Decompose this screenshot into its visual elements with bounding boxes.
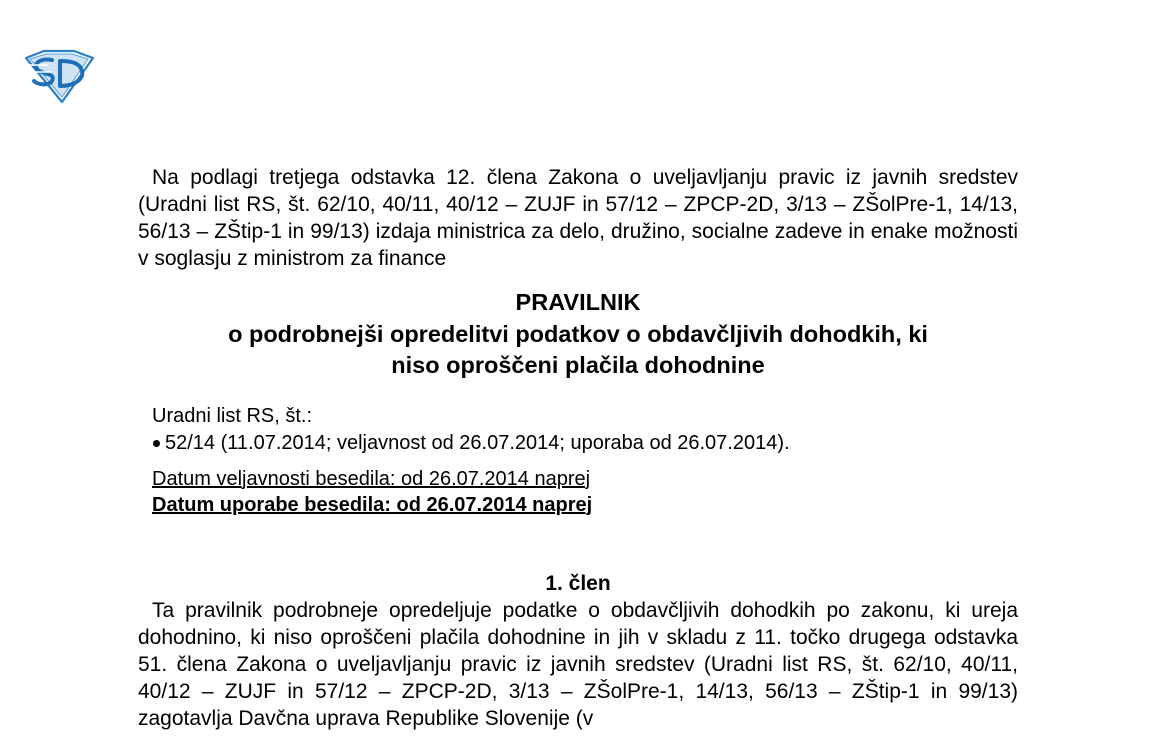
article-1-text: Ta pravilnik podrobneje opredeljuje podatke o obdavčljivih dohodkih po zakonu, ki ureja dohodnino, ki niso oproščeni plačila dohodnine in jih v skladu z 11. točko drugega odstavka 51. člena Zakona o uveljavljanju pravic iz javnih sredstev (Uradni list RS, št. 62/10, 40/11, 40/12 – ZUJF in 57/12 – ZPCP-2D, 3/13 – ZŠolPre-1, 14/13, 56/13 – ZŠtip-1 in 99/13) zagotavlja Davčna uprava Republike Slovenije (v xyxy=(138,598,1018,730)
title-heading: PRAVILNIK xyxy=(515,289,641,315)
document-title xyxy=(138,287,1018,382)
validity-date: Datum veljavnosti besedila: od 26.07.2014 naprej xyxy=(152,467,591,490)
bullet-icon xyxy=(153,440,160,447)
title-line-1: o podrobnejši opredelitvi podatkov o obdavčljivih dohodkih, ki xyxy=(228,320,928,347)
sd-shield-logo-icon xyxy=(22,48,96,104)
application-date: Datum uporabe besedila: od 26.07.2014 naprej xyxy=(152,493,593,516)
publication-label: Uradni list RS, št.: xyxy=(152,404,313,427)
preamble-paragraph: Na podlagi tretjega odstavka 12. člena Zakona o uveljavljanju pravic iz javnih sredstev (Uradni list RS, št. 62/10, 40/11, 40/12 – ZUJF in 57/12 – ZPCP-2D, 3/13 – ZŠolPre-1, 14/13, 56/13 – ZŠtip-1 in 99/13) izdaja ministrica za delo, družino, socialne zadeve in enake možnosti v soglasju z ministrom za finance xyxy=(138,166,1018,270)
document-page xyxy=(138,164,1018,732)
publication-list-item xyxy=(152,430,1018,457)
title-line-2: niso oproščeni plačila dohodnine xyxy=(391,352,765,378)
article-1-heading: 1. člen xyxy=(545,571,611,595)
publication-item-text: 52/14 (11.07.2014; veljavnost od 26.07.2014; uporaba od 26.07.2014). xyxy=(165,431,790,454)
text-dates xyxy=(152,466,1018,518)
publication-info xyxy=(152,403,1018,457)
